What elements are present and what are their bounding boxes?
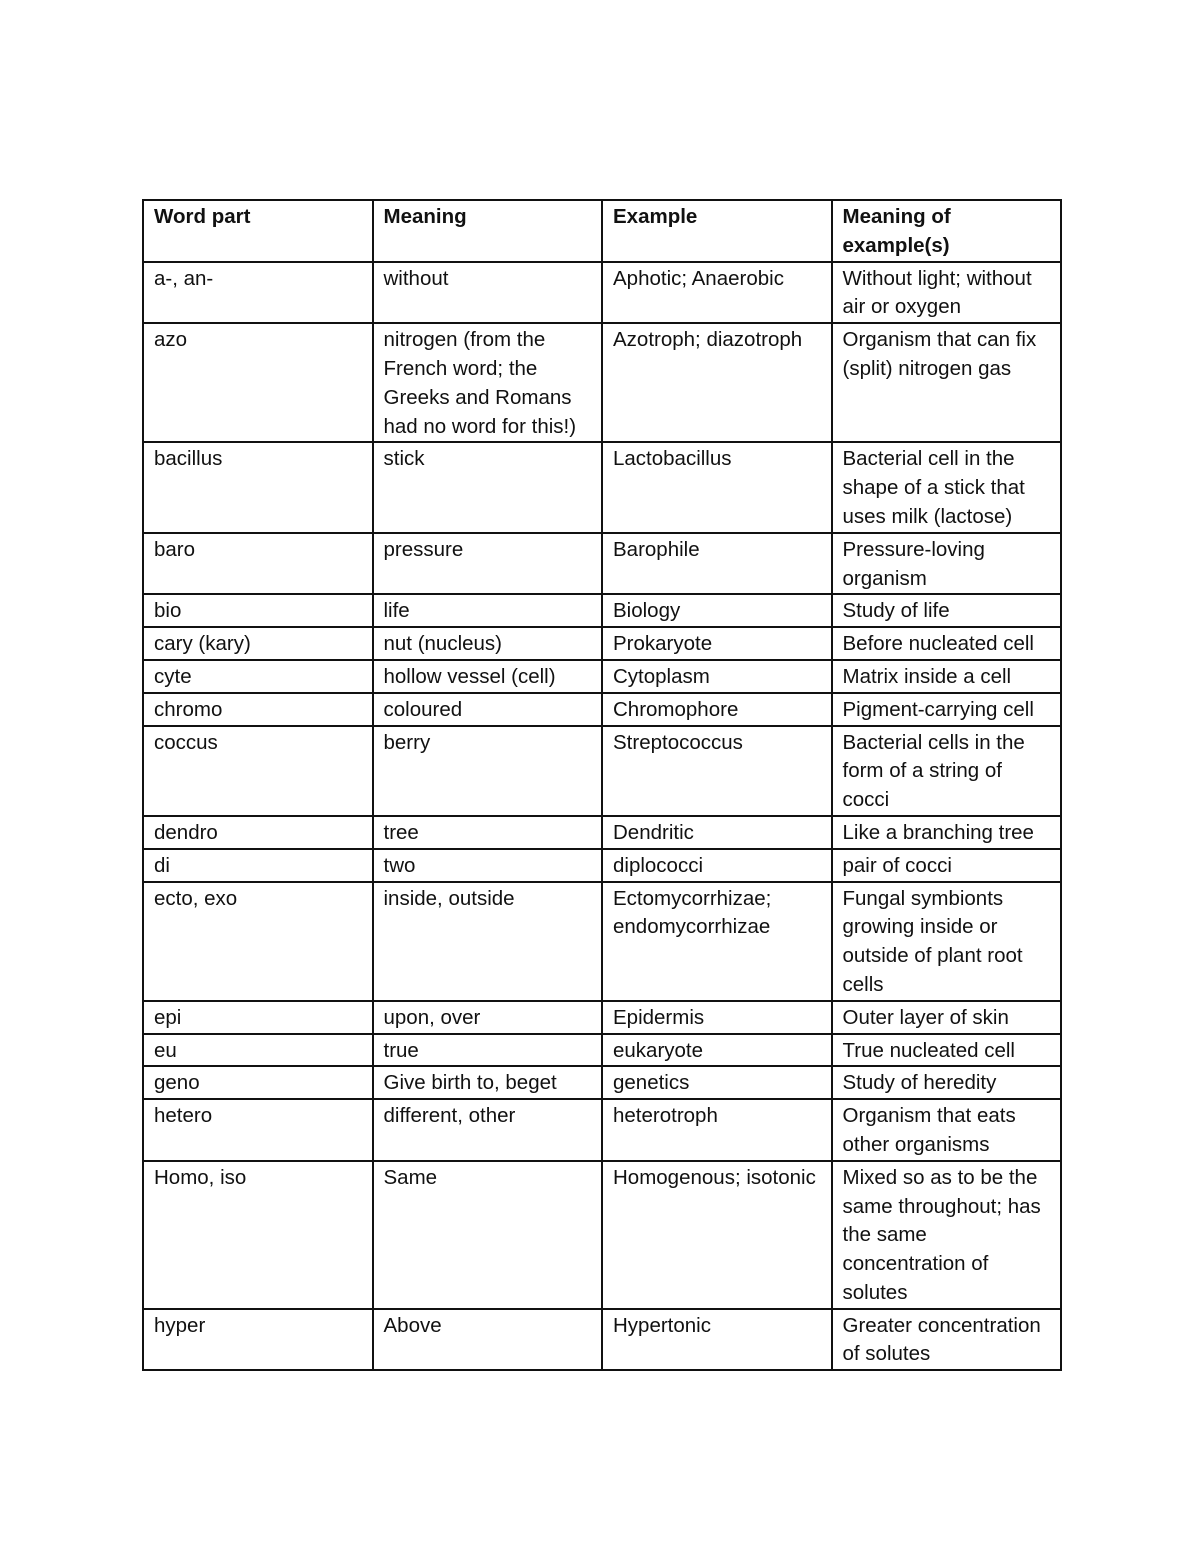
table-row <box>143 1161 1061 1309</box>
example-cell: Dendritic <box>602 816 832 849</box>
header-meaning-of-examples: Meaning of example(s) <box>832 200 1062 262</box>
meaning-cell: true <box>373 1034 603 1067</box>
example-meaning-cell: Before nucleated cell <box>832 627 1062 660</box>
table-row <box>143 882 1061 1001</box>
example-meaning-cell: Fungal symbionts growing inside or outside of plant root cells <box>832 882 1062 1001</box>
table-row <box>143 660 1061 693</box>
header-word-part: Word part <box>143 200 373 262</box>
meaning-cell: hollow vessel (cell) <box>373 660 603 693</box>
meaning-cell: Above <box>373 1309 603 1371</box>
table-row <box>143 323 1061 442</box>
table-row <box>143 1309 1061 1371</box>
example-cell: Barophile <box>602 533 832 595</box>
word-part-cell: hyper <box>143 1309 373 1371</box>
header-example: Example <box>602 200 832 262</box>
example-meaning-cell: Like a branching tree <box>832 816 1062 849</box>
word-part-cell: epi <box>143 1001 373 1034</box>
example-cell: Cytoplasm <box>602 660 832 693</box>
word-part-cell: cary (kary) <box>143 627 373 660</box>
word-part-cell: Homo, iso <box>143 1161 373 1309</box>
word-part-cell: baro <box>143 533 373 595</box>
meaning-cell: upon, over <box>373 1001 603 1034</box>
example-cell: genetics <box>602 1066 832 1099</box>
word-part-cell: geno <box>143 1066 373 1099</box>
meaning-cell: stick <box>373 442 603 532</box>
example-cell: Chromophore <box>602 693 832 726</box>
table-row <box>143 262 1061 324</box>
example-cell: Epidermis <box>602 1001 832 1034</box>
example-cell: Prokaryote <box>602 627 832 660</box>
table-body <box>143 262 1061 1371</box>
example-cell: diplococci <box>602 849 832 882</box>
example-meaning-cell: Bacterial cells in the form of a string of cocci <box>832 726 1062 816</box>
meaning-cell: nitrogen (from the French word; the Greeks and Romans had no word for this!) <box>373 323 603 442</box>
word-part-cell: bio <box>143 594 373 627</box>
example-meaning-cell: Outer layer of skin <box>832 1001 1062 1034</box>
table-row <box>143 1066 1061 1099</box>
word-part-cell: ecto, exo <box>143 882 373 1001</box>
word-part-cell: eu <box>143 1034 373 1067</box>
example-meaning-cell: Study of heredity <box>832 1066 1062 1099</box>
example-meaning-cell: pair of cocci <box>832 849 1062 882</box>
example-meaning-cell: Without light; without air or oxygen <box>832 262 1062 324</box>
table-row <box>143 726 1061 816</box>
example-meaning-cell: Bacterial cell in the shape of a stick that uses milk (lactose) <box>832 442 1062 532</box>
meaning-cell: different, other <box>373 1099 603 1161</box>
example-cell: Homogenous; isotonic <box>602 1161 832 1309</box>
meaning-cell: two <box>373 849 603 882</box>
table-row <box>143 627 1061 660</box>
table-row <box>143 816 1061 849</box>
meaning-cell: life <box>373 594 603 627</box>
meaning-cell: Same <box>373 1161 603 1309</box>
word-part-cell: chromo <box>143 693 373 726</box>
example-meaning-cell: Greater concentration of solutes <box>832 1309 1062 1371</box>
meaning-cell: berry <box>373 726 603 816</box>
example-meaning-cell: Study of life <box>832 594 1062 627</box>
example-cell: Azotroph; diazotroph <box>602 323 832 442</box>
meaning-cell: pressure <box>373 533 603 595</box>
example-cell: eukaryote <box>602 1034 832 1067</box>
example-cell: Biology <box>602 594 832 627</box>
example-meaning-cell: Mixed so as to be the same throughout; has the same concentration of solutes <box>832 1161 1062 1309</box>
meaning-cell: without <box>373 262 603 324</box>
meaning-cell: Give birth to, beget <box>373 1066 603 1099</box>
example-cell: Streptococcus <box>602 726 832 816</box>
table-row <box>143 1034 1061 1067</box>
table-row <box>143 533 1061 595</box>
word-part-cell: coccus <box>143 726 373 816</box>
example-meaning-cell: Pigment-carrying cell <box>832 693 1062 726</box>
meaning-cell: inside, outside <box>373 882 603 1001</box>
example-meaning-cell: Organism that can fix (split) nitrogen gas <box>832 323 1062 442</box>
word-part-cell: cyte <box>143 660 373 693</box>
example-cell: heterotroph <box>602 1099 832 1161</box>
example-cell: Hypertonic <box>602 1309 832 1371</box>
meaning-cell: nut (nucleus) <box>373 627 603 660</box>
word-part-cell: hetero <box>143 1099 373 1161</box>
table-row <box>143 442 1061 532</box>
meaning-cell: coloured <box>373 693 603 726</box>
table-header-row <box>143 200 1061 262</box>
example-cell: Lactobacillus <box>602 442 832 532</box>
table-row <box>143 693 1061 726</box>
example-meaning-cell: Organism that eats other organisms <box>832 1099 1062 1161</box>
example-meaning-cell: Matrix inside a cell <box>832 660 1062 693</box>
word-parts-table <box>142 199 1062 1371</box>
table-row <box>143 594 1061 627</box>
table-row <box>143 1001 1061 1034</box>
example-cell: Ectomycorrhizae; endomycorrhizae <box>602 882 832 1001</box>
word-part-cell: di <box>143 849 373 882</box>
example-cell: Aphotic; Anaerobic <box>602 262 832 324</box>
word-part-cell: azo <box>143 323 373 442</box>
example-meaning-cell: True nucleated cell <box>832 1034 1062 1067</box>
meaning-cell: tree <box>373 816 603 849</box>
word-part-cell: dendro <box>143 816 373 849</box>
word-part-cell: a-, an- <box>143 262 373 324</box>
word-part-cell: bacillus <box>143 442 373 532</box>
header-meaning: Meaning <box>373 200 603 262</box>
table-row <box>143 1099 1061 1161</box>
table-row <box>143 849 1061 882</box>
example-meaning-cell: Pressure-loving organism <box>832 533 1062 595</box>
